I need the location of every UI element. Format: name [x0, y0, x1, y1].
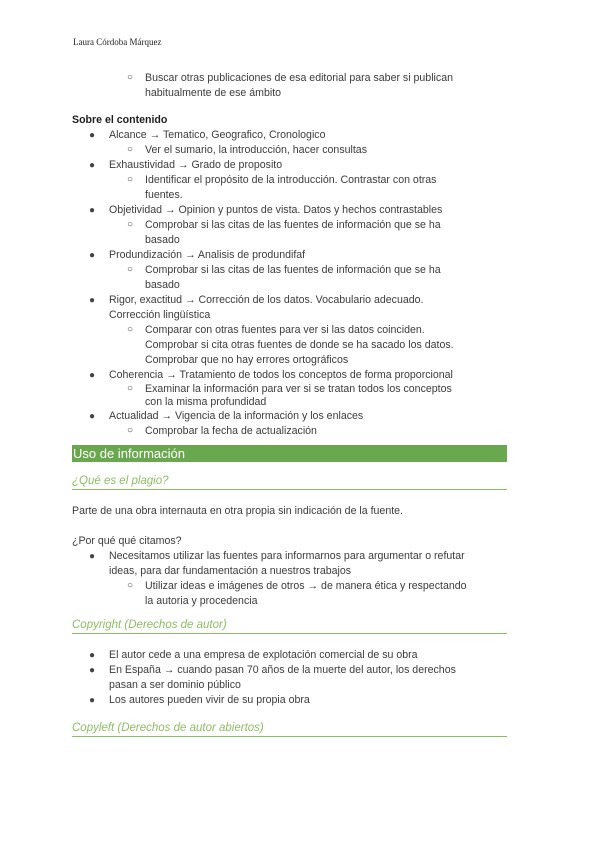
- list-item: ● Rigor, exactitud → Corrección de los datos. Vocabulario adecuado. Corrección lingüística: [89, 294, 424, 321]
- disc-bullet-icon: ●: [89, 551, 96, 562]
- list-item: ○ Comprobar si las citas de las fuentes de información que se ha basado: [127, 264, 441, 291]
- list-item: ● Produndización → Analisis de produndifaf: [89, 249, 306, 261]
- list-item: ○ Identificar el propósito de la introducción. Contrastar con otras fuentes.: [127, 174, 437, 201]
- circle-bullet-icon: ○: [127, 144, 134, 155]
- disc-bullet-icon: ●: [89, 370, 96, 381]
- plagio-text: Parte de una obra internauta en otra propia sin indicación de la fuente.: [72, 505, 403, 517]
- list-item: ○ Comprobar si las citas de las fuentes de información que se ha basado: [127, 219, 441, 246]
- list-item: ○ Comprobar la fecha de actualización: [127, 425, 317, 437]
- author-header: Laura Córdoba Márquez: [73, 37, 162, 47]
- circle-bullet-icon: ○: [127, 324, 134, 335]
- disc-bullet-icon: ●: [89, 295, 96, 306]
- list-item: ○ Ver el sumario, la introducción, hacer consultas: [127, 144, 367, 156]
- list-item: ● Necesitamos utilizar las fuentes para informarnos para argumentar o refutar ideas, para dar fundamentación a nuestros trabajos: [89, 550, 465, 577]
- list-item: ● Actualidad → Vigencia de la información y los enlaces: [89, 410, 364, 422]
- list-item: ○ Examinar la información para ver si se tratan todos los conceptos con la misma profundidad: [127, 383, 452, 408]
- circle-bullet-icon: ○: [127, 383, 134, 394]
- disc-bullet-icon: ●: [89, 205, 96, 216]
- list-item: ● Objetividad → Opinion y puntos de vista. Datos y hechos contrastables: [89, 204, 443, 216]
- disc-bullet-icon: ●: [89, 665, 96, 676]
- list-item: ○ Utilizar ideas e imágenes de otros → de manera ética y respectando la autoria y procedencia: [127, 580, 467, 607]
- circle-bullet-icon: ○: [127, 174, 134, 185]
- document-body: [72, 71, 512, 751]
- list-item: ● Coherencia → Tratamiento de todos los conceptos de forma proporcional: [89, 369, 453, 381]
- plagio-heading: ¿Qué es el plagio?: [72, 473, 507, 490]
- list-item: ○ Buscar otras publicaciones de esa editorial para saber si publican habitualmente de ese ámbito: [127, 72, 453, 99]
- list-item: ● Exhaustividad → Grado de proposito: [89, 159, 283, 171]
- disc-bullet-icon: ●: [89, 130, 96, 141]
- list-item: ● El autor cede a una empresa de explotación comercial de su obra: [89, 649, 418, 661]
- list-item: ○ Comparar con otras fuentes para ver si las datos coinciden. Comprobar si cita otras fuentes de donde se ha sacado los datos. Comprobar que no hay errores ortográficos: [127, 324, 454, 366]
- circle-bullet-icon: ○: [127, 219, 134, 230]
- circle-bullet-icon: ○: [127, 72, 134, 83]
- copyright-heading: Copyright (Derechos de autor): [72, 617, 507, 634]
- disc-bullet-icon: ●: [89, 650, 96, 661]
- list-item: ● En España → cuando pasan 70 años de la muerte del autor, los derechos pasan a ser dominio público: [89, 664, 456, 691]
- disc-bullet-icon: ●: [89, 695, 96, 706]
- circle-bullet-icon: ○: [127, 264, 134, 275]
- circle-bullet-icon: ○: [127, 425, 134, 436]
- section-title-bar: Uso de información: [72, 445, 507, 462]
- section-heading: Sobre el contenido: [72, 114, 168, 126]
- copyleft-heading: Copyleft (Derechos de autor abiertos): [72, 720, 507, 737]
- list-item: ● Los autores pueden vivir de su propia obra: [89, 694, 310, 706]
- citamos-question: ¿Por qué qué citamos?: [72, 535, 182, 547]
- circle-bullet-icon: ○: [127, 580, 134, 591]
- disc-bullet-icon: ●: [89, 250, 96, 261]
- disc-bullet-icon: ●: [89, 411, 96, 422]
- list-item: ● Alcance → Tematico, Geografico, Cronologico: [89, 129, 326, 141]
- disc-bullet-icon: ●: [89, 160, 96, 171]
